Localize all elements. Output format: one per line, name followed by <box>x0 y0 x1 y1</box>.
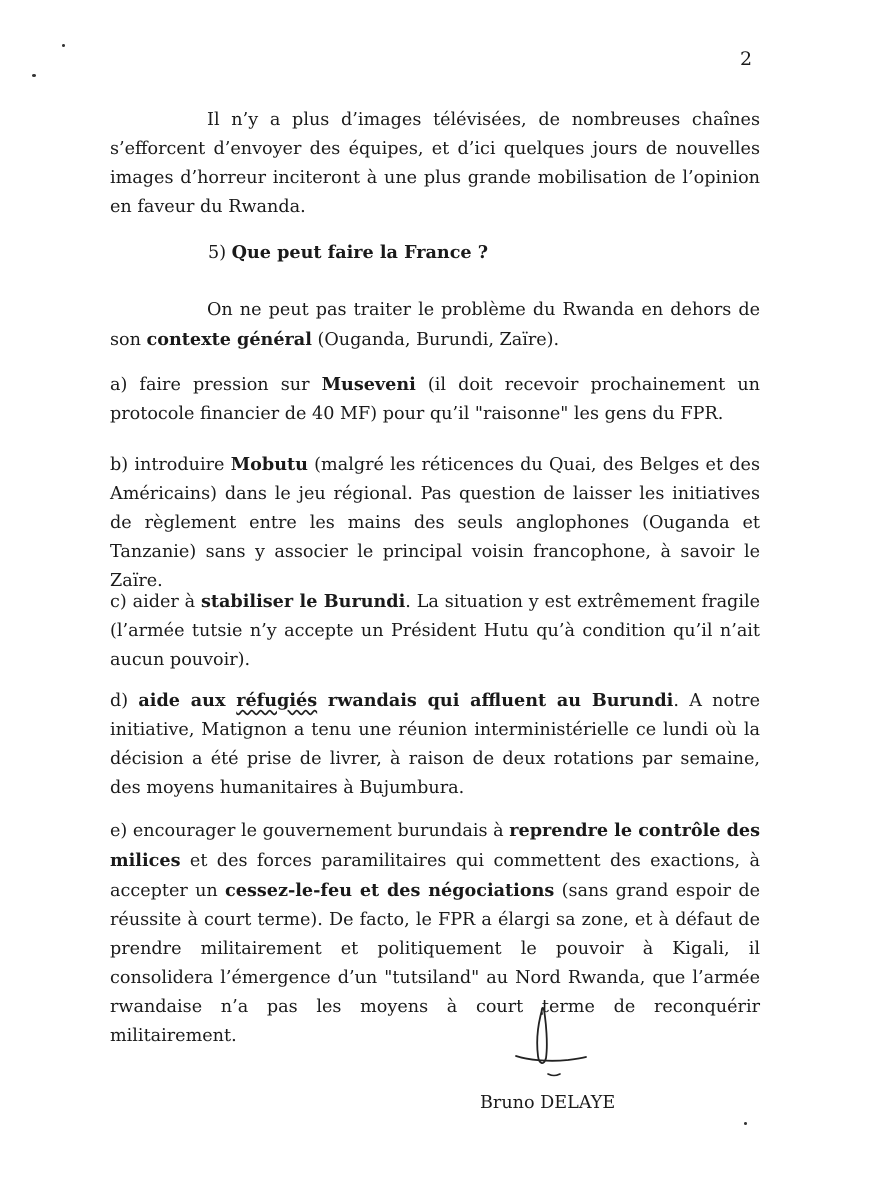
item-a-bold: Museveni <box>321 374 416 395</box>
item-d-bold: aide aux <box>138 690 237 711</box>
scan-speck <box>744 1122 747 1125</box>
signatory-name: Bruno DELAYE <box>480 1093 616 1113</box>
item-e-bold-second: cessez-le-feu et des négociations <box>225 880 555 901</box>
section-heading-number: 5) <box>208 243 232 263</box>
item-d-underlined-word: réfugiés <box>236 690 318 711</box>
item-d-text-end: . A notre initiative, Matignon a tenu une réunion interministérielle ce lundi où la décision a été prise de livrer, à raison de deux rotations par semaine, des moyens humanitaires à Bujumbura. <box>110 691 760 798</box>
item-b-text-end: (malgré les réticences du Quai, des Belges et des Américains) dans le jeu régional. Pas question de laisser les initiatives de règlement entre les mains des seuls anglophones (Ouganda et Tanzanie) sans y associer le principal voisin francophone, à savoir le Zaïre. <box>110 455 760 591</box>
item-c-text-end: . La situation y est extrêmement fragile (l’armée tutsie n’y accepte un Président Hutu qu’à condition qu’il n’ait aucun pouvoir). <box>110 592 760 670</box>
section-heading-title: Que peut faire la France ? <box>231 242 489 263</box>
item-e-bold: reprendre le contrôle des milices <box>110 820 760 871</box>
item-b-text: b) introduire <box>110 455 231 475</box>
item-a <box>110 370 760 429</box>
paragraph-intro <box>110 106 760 222</box>
item-d-bold-end: rwandais qui affluent au Burundi <box>317 690 674 711</box>
item-e-text: e) encourager le gouvernement burundais à <box>110 821 510 841</box>
item-d-text: d) <box>110 691 139 711</box>
paragraph-context <box>110 296 760 355</box>
paragraph-context-text-end: (Ouganda, Burundi, Zaïre). <box>311 330 560 350</box>
item-b-bold: Mobutu <box>230 454 308 475</box>
item-c-bold: stabiliser le Burundi <box>200 591 406 612</box>
section-heading <box>208 242 488 263</box>
paragraph-context-text: On ne peut pas traiter le problème du Rwanda en dehors de son <box>110 300 760 350</box>
item-a-text-end: (il doit recevoir prochainement un protocole financier de 40 MF) pour qu’il "raisonne" les gens du FPR. <box>110 375 760 424</box>
paragraph-context-bold: contexte général <box>146 329 312 350</box>
item-b <box>110 450 760 596</box>
item-e-text-middle: et des forces paramilitaires qui commettent des exactions, à accepter un <box>110 851 760 901</box>
item-a-text: a) faire pression sur <box>110 375 322 395</box>
handwritten-signature <box>508 1004 618 1084</box>
page-number: 2 <box>740 48 753 70</box>
item-d <box>110 686 760 803</box>
item-c-text: c) aider à <box>110 592 201 612</box>
item-c <box>110 587 760 675</box>
scan-speck <box>62 44 65 47</box>
item-e <box>110 816 760 1051</box>
item-e-text-end: (sans grand espoir de réussite à court terme). De facto, le FPR a élargi sa zone, et à défaut de prendre militairement et politiquement le pouvoir à Kigali, il consolidera l’émergence d’un "tutsiland" au Nord Rwanda, que l’armée rwandaise n’a pas les moyens à court terme de reconquérir militairement. <box>110 881 761 1046</box>
scan-speck <box>32 74 36 77</box>
paragraph-intro-text: Il n’y a plus d’images télévisées, de nombreuses chaînes s’efforcent d’envoyer des équipes, et d’ici quelques jours de nouvelles images d’horreur inciteront à une plus grande mobilisation de l’opinion en faveur du Rwanda. <box>110 110 760 217</box>
